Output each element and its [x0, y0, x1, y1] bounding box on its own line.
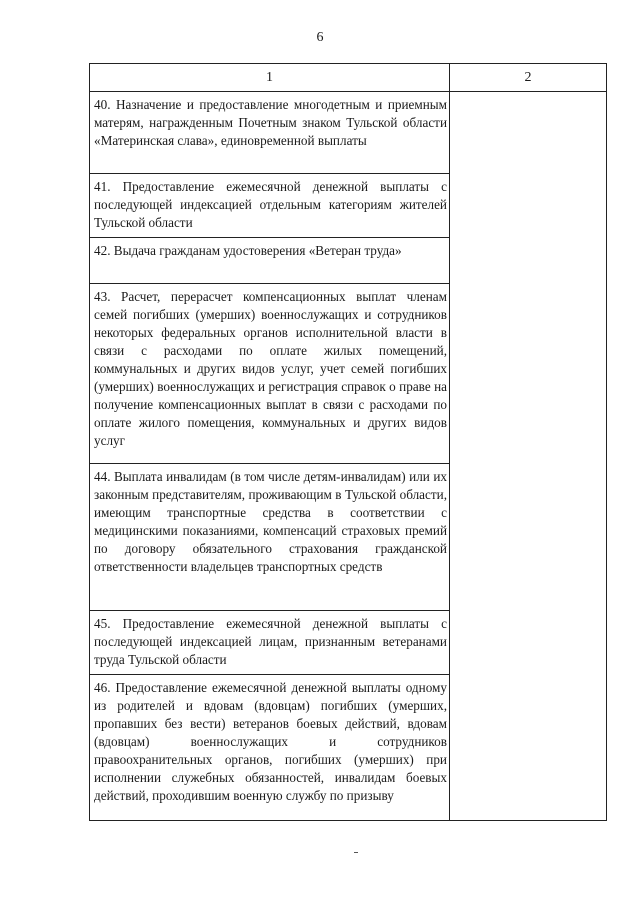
column-divider	[449, 64, 450, 820]
page-number: 6	[316, 30, 324, 45]
table-header-row	[90, 64, 606, 92]
table-row	[90, 174, 449, 238]
table-row	[90, 611, 449, 675]
row-text-43: 43. Расчет, перерасчет компенсационных выплат членам семей погибших (умерших) военнослужащих и сотрудников некоторых федеральных органов исполнительной власти в связи с расходами по оплате жилых помещений, коммунальных и других видов услуг, учет семей погибших (умерших) военнослужащих и регистрация справок о праве на получение компенсационных выплат в связи с расходами по оплате жилого помещения, коммунальных и других видов услуг	[94, 289, 447, 448]
table-row	[90, 238, 449, 284]
row-text-40: 40. Назначение и предоставление многодетным и приемным матерям, награжденным Почетным знаком Тульской области «Материнская слава», единовременной выплаты	[94, 97, 447, 148]
row-text-42: 42. Выдача гражданам удостоверения «Ветеран труда»	[94, 243, 402, 258]
services-table	[89, 63, 607, 821]
column-header-2: 2	[524, 70, 532, 85]
row-text-45: 45. Предоставление ежемесячной денежной выплаты с последующей индексацией лицам, признанным ветеранами труда Тульской области	[94, 616, 447, 667]
row-text-41: 41. Предоставление ежемесячной денежной выплаты с последующей индексацией отдельным категориям жителей Тульской области	[94, 179, 447, 230]
table-row	[90, 464, 449, 611]
table-row	[90, 675, 449, 821]
table-row	[90, 92, 449, 174]
scan-mark	[354, 852, 358, 853]
row-text-46: 46. Предоставление ежемесячной денежной выплаты одному из родителей и вдовам (вдовцам) погибших (умерших, пропавших без вести) ветеранов боевых действий, вдовам (вдовцам) военнослужащих и сотрудников правоохранительных органов, погибших (умерших) при исполнении служебных обязанностей, инвалидам боевых действий, проходившим военную службу по призыву	[94, 680, 447, 803]
row-text-44: 44. Выплата инвалидам (в том числе детям-инвалидам) или их законным представителям, проживающим в Тульской области, имеющим транспортные средства в соответствии с медицинскими показаниями, компенсаций страховых премий по договору обязательного страхования гражданской ответственности владельцев транспортных средств	[94, 469, 447, 574]
column-header-1: 1	[266, 70, 273, 85]
table-row	[90, 284, 449, 464]
